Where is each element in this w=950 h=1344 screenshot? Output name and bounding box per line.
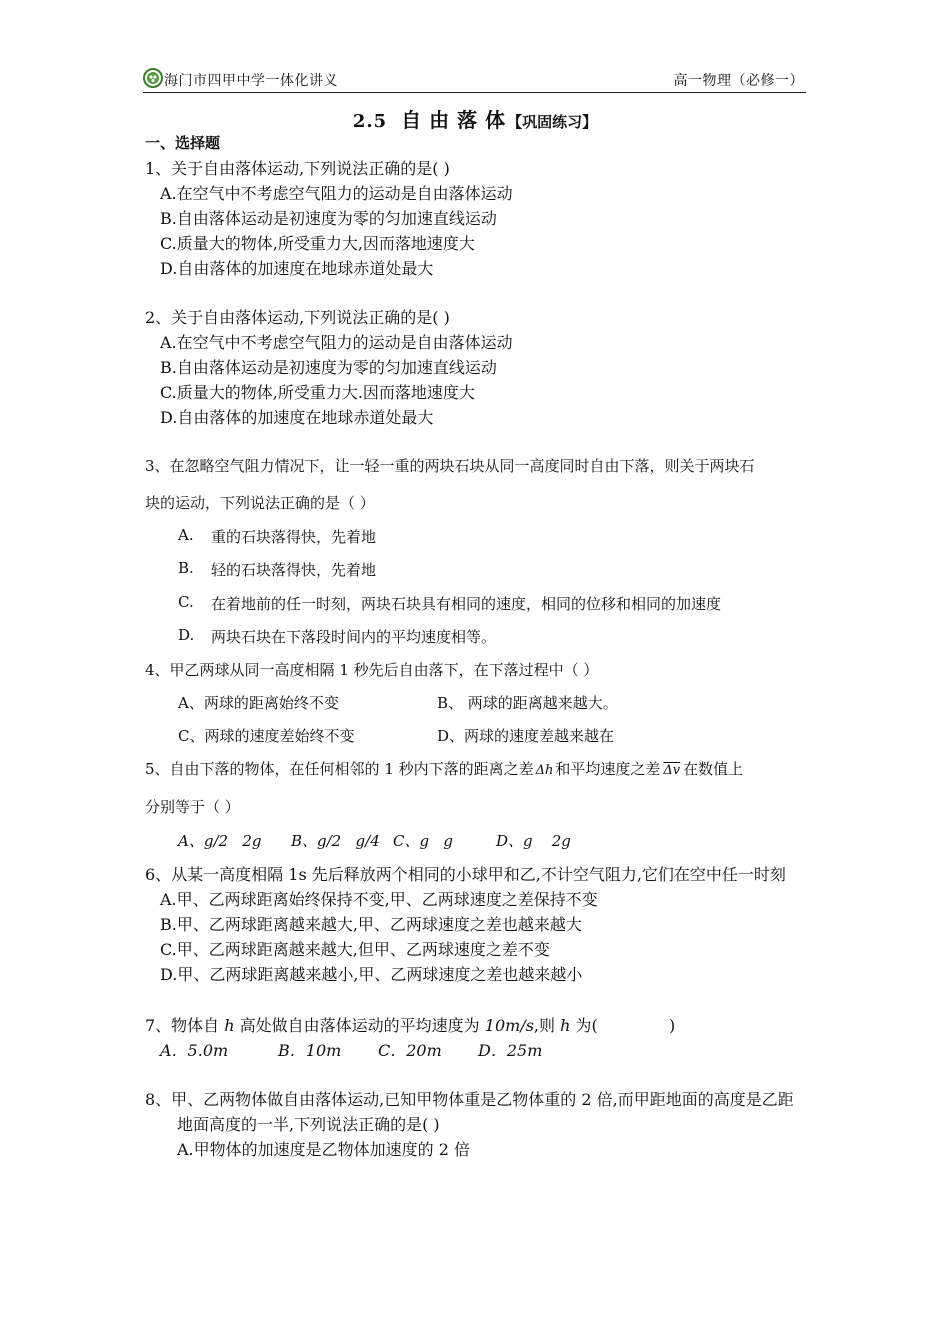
q7-stem-part1: 7、物体自 bbox=[145, 1016, 225, 1035]
q7-option-d: D．25m bbox=[478, 1041, 543, 1060]
school-name: 海门市四甲中学一体化讲义 bbox=[164, 73, 338, 89]
q7-var-h: h bbox=[224, 1016, 235, 1035]
q7-option-b: B．10m bbox=[278, 1041, 342, 1060]
q4-option-d: D、两球的速度差越来越在 bbox=[437, 727, 615, 745]
q5-stem-part2: 和平均速度之差 bbox=[555, 760, 661, 778]
q3-option-a-letter: A. bbox=[178, 526, 194, 544]
title-main: 自由落体 bbox=[401, 108, 514, 132]
q5-stem-part3: 在数值上 bbox=[683, 760, 744, 778]
q5-option-d-letter: D、 bbox=[496, 832, 524, 850]
q3-option-a-text: 重的石块落得快，先着地 bbox=[211, 528, 377, 546]
q6-option-d: D.甲、乙两球距离越来越小,甲、乙两球速度之差也越来越小 bbox=[160, 965, 583, 984]
q5-option-a bbox=[178, 830, 262, 851]
q3-option-d bbox=[178, 626, 497, 646]
q4-option-a: A、两球的距离始终不变 bbox=[178, 694, 339, 712]
q2-stem: 2、关于自由落体运动,下列说法正确的是( ) bbox=[145, 308, 450, 327]
school-logo-icon bbox=[143, 68, 163, 88]
q1-option-d: D.自由落体的加速度在地球赤道处最大 bbox=[160, 259, 434, 278]
q3-option-c-letter: C. bbox=[178, 593, 194, 611]
q2-option-a: A.在空气中不考虑空气阻力的运动是自由落体运动 bbox=[160, 333, 513, 352]
q3-option-c-text: 在着地前的任一时刻，两块石块具有相同的速度，相同的位移和相同的加速度 bbox=[211, 595, 722, 613]
q8-option-a: A.甲物体的加速度是乙物体加速度的 2 倍 bbox=[177, 1140, 470, 1159]
q5-option-a-letter: A、 bbox=[178, 832, 204, 850]
q6-option-c: C.甲、乙两球距离越来越大,但甲、乙两球速度之差不变 bbox=[160, 940, 550, 959]
q3-option-b-letter: B. bbox=[178, 559, 194, 577]
q5-symbol-delta-h: Δh bbox=[535, 763, 554, 778]
q5-stem-part1: 5、自由下落的物体，在任何相邻的 1 秒内下落的距离之差 bbox=[145, 760, 534, 778]
q7-var-h-repeat: h bbox=[560, 1016, 571, 1035]
q7-stem-part2: 高处做自由落体运动的平均速度为 bbox=[234, 1016, 485, 1035]
q7-stem bbox=[145, 1013, 675, 1036]
page-title bbox=[0, 104, 950, 133]
q7-speed: 10m/s bbox=[484, 1016, 534, 1035]
q3-option-d-letter: D. bbox=[178, 626, 195, 644]
q3-option-a bbox=[178, 526, 377, 546]
q4-stem: 4、甲乙两球从同一高度相隔 1 秒先后自由落下，在下落过程中（ ） bbox=[145, 661, 599, 679]
q5-option-c-value: g g bbox=[419, 832, 453, 850]
title-number: 2.5 bbox=[352, 111, 388, 132]
q2-option-d: D.自由落体的加速度在地球赤道处最大 bbox=[160, 408, 434, 427]
q7-option-a: A．5.0m bbox=[160, 1041, 229, 1060]
q4-option-b: B、 两球的距离越来越大。 bbox=[437, 694, 618, 712]
course-name: 高一物理（必修一） bbox=[673, 73, 804, 89]
q5-option-a-value: g/2 2g bbox=[203, 832, 262, 850]
q7-stem-part4: 为( ) bbox=[570, 1016, 676, 1035]
q5-option-d-value: g 2g bbox=[523, 832, 571, 850]
q3-option-b-text: 轻的石块落得快，先着地 bbox=[211, 561, 377, 579]
q3-option-b bbox=[178, 559, 377, 579]
q5-symbol-delta-v: $\overline{\Delta v}$ bbox=[663, 763, 681, 778]
q2-option-c: C.质量大的物体,所受重力大.因而落地速度大 bbox=[160, 383, 475, 402]
q5-option-b-letter: B、 bbox=[291, 832, 318, 850]
q2-option-b: B.自由落体运动是初速度为零的匀加速直线运动 bbox=[160, 358, 497, 377]
q1-option-a: A.在空气中不考虑空气阻力的运动是自由落体运动 bbox=[160, 184, 513, 203]
q6-option-b: B.甲、乙两球距离越来越大,甲、乙两球速度之差也越来越大 bbox=[160, 915, 582, 934]
page-header bbox=[143, 66, 806, 93]
q4-option-c: C、两球的速度差始终不变 bbox=[178, 727, 355, 745]
q5-option-d bbox=[496, 830, 571, 851]
q1-stem: 1、关于自由落体运动,下列说法正确的是( ) bbox=[145, 159, 450, 178]
q8-stem-line1: 8、甲、乙两物体做自由落体运动,已知甲物体重是乙物体重的 2 倍,而甲距地面的高度是乙距 bbox=[145, 1090, 794, 1109]
section-heading: 一、选择题 bbox=[145, 134, 221, 152]
q3-stem-line2: 块的运动，下列说法正确的是（ ） bbox=[145, 494, 375, 512]
q5-option-b bbox=[291, 830, 380, 851]
q3-option-c bbox=[178, 593, 722, 613]
q1-option-b: B.自由落体运动是初速度为零的匀加速直线运动 bbox=[160, 209, 497, 228]
q3-stem-line1: 3、在忽略空气阻力情况下，让一轻一重的两块石块从同一高度同时自由下落，则关于两块石 bbox=[145, 457, 755, 475]
q5-stem-line2: 分别等于（ ） bbox=[145, 798, 240, 816]
q5-option-b-value: g/2 g/4 bbox=[317, 832, 380, 850]
q6-option-a: A.甲、乙两球距离始终保持不变,甲、乙两球速度之差保持不变 bbox=[160, 890, 598, 909]
q5-option-c-letter: C、 bbox=[393, 832, 420, 850]
q7-option-c: C．20m bbox=[378, 1041, 442, 1060]
q5-option-c bbox=[393, 830, 453, 851]
q8-stem-line2: 地面高度的一半,下列说法正确的是( ) bbox=[177, 1115, 440, 1134]
title-tag: 【巩固练习】 bbox=[507, 113, 598, 131]
q6-stem: 6、从某一高度相隔 1s 先后释放两个相同的小球甲和乙,不计空气阻力,它们在空中任一时刻 bbox=[145, 865, 786, 884]
q7-stem-part3: ,则 bbox=[533, 1016, 561, 1035]
q3-option-d-text: 两块石块在下落段时间内的平均速度相等。 bbox=[211, 628, 497, 646]
q1-option-c: C.质量大的物体,所受重力大,因而落地速度大 bbox=[160, 234, 475, 253]
q5-stem-line1 bbox=[145, 758, 743, 779]
